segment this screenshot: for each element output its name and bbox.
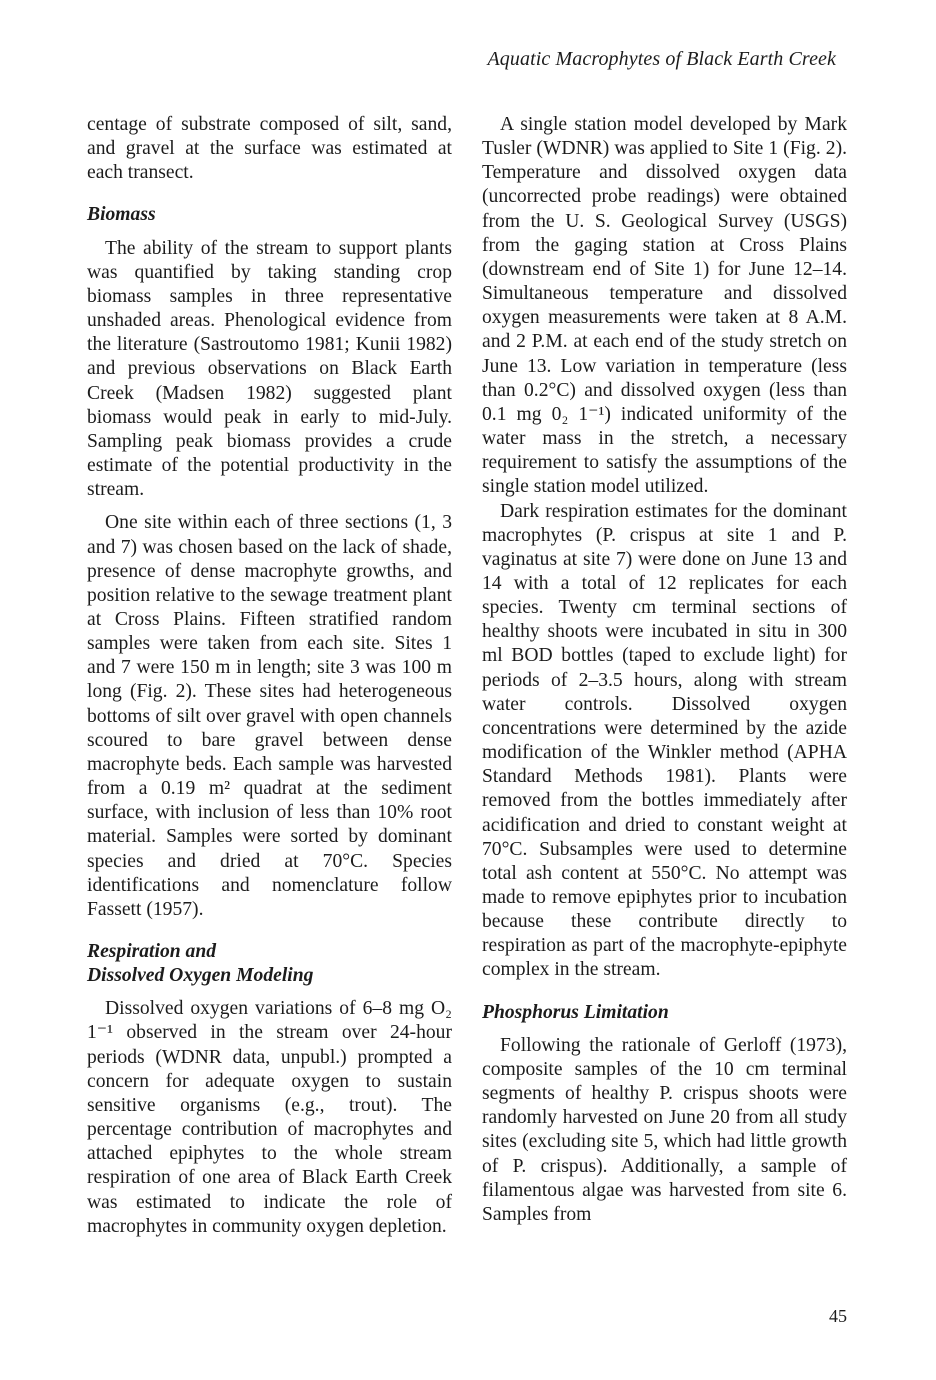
paragraph-phosphorus: Following the rationale of Gerloff (1973), composite samples of the 10 cm terminal segments of healthy P. crispus shoots were randomly harvested on June 20 from all study sites (excluding site 5, which had little growth of P. crispus). Additionally, a sample of filamentous algae was harvested from site 6. Samples from	[482, 1034, 847, 1225]
heading-biomass: Biomass	[87, 204, 156, 226]
running-head: Aquatic Macrophytes of Black Earth Creek	[487, 48, 836, 70]
right-column	[482, 113, 847, 1227]
page-number: 45	[829, 1306, 847, 1326]
left-column	[87, 113, 452, 1239]
heading-respiration-line-1: Respiration and	[87, 941, 217, 962]
paragraph-biomass-1: The ability of the stream to support plants was quantified by taking standing crop biomass samples in three representative unshaded areas. Phenological evidence from the literature (Sastroutomo 1981; Kunii 1982) and previous observations on Black Earth Creek (Madsen 1982) suggested plant biomass would peak in early to mid-July. Sampling peak biomass provides a crude estimate of the potential productivity in the stream.	[87, 237, 452, 501]
paragraph-station-model: A single station model developed by Mark Tusler (WDNR) was applied to Site 1 (Fig. 2). Temperature and dissolved oxygen data (uncorrected probe readings) were obtained from the U. S. Geological Survey (USGS) from the gaging station at Cross Plains (downstream end of Site 1) for June 12–14. Simultaneous temperature and dissolved oxygen measurements were taken at 8 A.M. and 2 P.M. at each end of the study stretch on June 13. Low variation in temperature (less than 0.2°C) and dissolved oxygen (less than 0.1 mg 0₂ 1⁻¹) indicated uniformity of the water mass in the stretch, a necessary requirement to satisfy the assumptions of the single station model utilized.	[482, 114, 847, 498]
heading-respiration	[87, 940, 452, 988]
paragraph-substrate: centage of substrate composed of silt, sand, and gravel at the surface was estimated at each transect.	[87, 114, 452, 184]
heading-respiration-line-2: Dissolved Oxygen Modeling	[87, 965, 314, 987]
paragraph-respiration: Dissolved oxygen variations of 6–8 mg O₂ 1⁻¹ observed in the stream over 24-hour periods (WDNR data, unpubl.) prompted a concern for adequate oxygen to sustain sensitive organisms (e.g., trout). The percentage contribution of macrophytes and attached epiphytes to the whole stream respiration of one area of Black Earth Creek was estimated to indicate the role of macrophytes in community oxygen depletion.	[87, 998, 452, 1237]
paragraph-dark-respiration: Dark respiration estimates for the dominant macrophytes (P. crispus at site 1 and P. vaginatus at site 7) were done on June 13 and 14 with a total of 12 replicates for each species. Twenty cm terminal sections of healthy shoots were incubated in situ in 300 ml BOD bottles (taped to exclude light) for periods of 2–3.5 hours, along with stream water controls. Dissolved oxygen concentrations were determined by the azide modification of the Winkler method (APHA Standard Methods 1981). Plants were removed from the bottles immediately after acidification and dried to constant weight at 70°C. Subsamples were used to determine total ash content at 550°C. No attempt was made to remove epiphytes prior to incubation because these contribute directly to respiration as part of the macrophyte-epiphyte complex in the stream.	[482, 500, 847, 981]
heading-phosphorus: Phosphorus Limitation	[482, 1001, 669, 1023]
paragraph-biomass-2: One site within each of three sections (1, 3 and 7) was chosen based on the lack of shade, presence of dense macrophyte growths, and position relative to the sewage treatment plant at Cross Plains. Fifteen stratified random samples were taken from each site. Sites 1 and 7 were 150 m in length; site 3 was 100 m long (Fig. 2). These sites had heterogeneous bottoms of silt over gravel with open channels scoured to bare gravel between dense macrophyte beds. Each sample was harvested from a 0.19 m² quadrat at the sediment surface, with inclusion of less than 10% root material. Samples were sorted by dominant species and dried at 70°C. Species identifications and nomenclature follow Fassett (1957).	[87, 512, 452, 920]
